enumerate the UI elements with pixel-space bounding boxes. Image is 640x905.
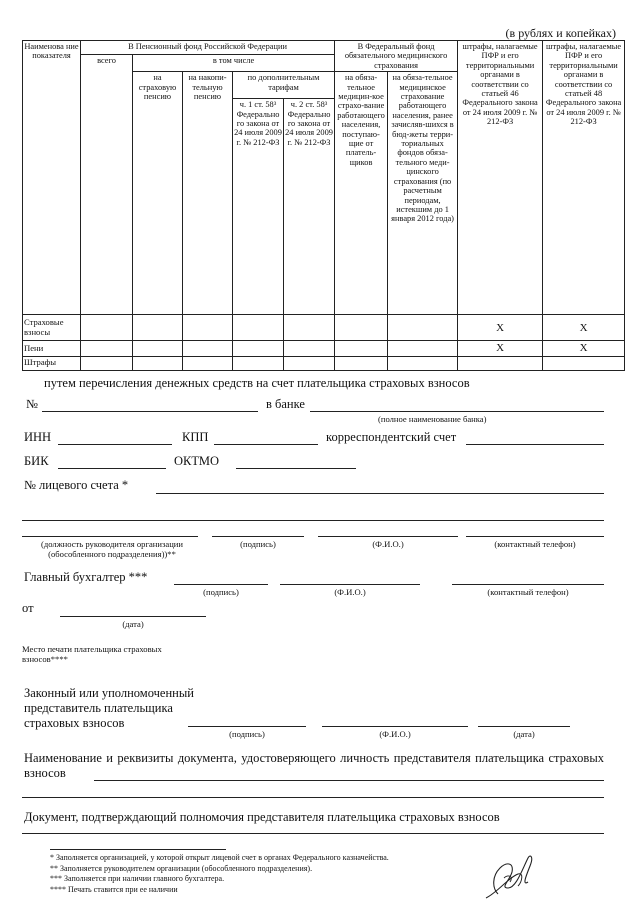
header-ffoms: В Федеральный фонд обязательного медицинского страхования	[335, 41, 458, 72]
chief-accountant-label: Главный бухгалтер ***	[24, 570, 148, 584]
rep-date-caption: (дата)	[513, 729, 535, 739]
stamp-place-label: Место печати плательщика страховых взносов****	[22, 644, 162, 665]
chief-signature-field[interactable]	[174, 584, 268, 585]
authority-document-field[interactable]	[22, 833, 604, 834]
representative-label: Законный или уполномоченный представитель плательщика страховых взносов	[24, 686, 194, 730]
table-row	[23, 315, 625, 341]
header-pfr: В Пенсионный фонд Российской Федерации	[81, 41, 335, 55]
kpp-label: КПП	[182, 430, 209, 444]
head-signature-field[interactable]	[212, 536, 304, 537]
table-row	[23, 341, 625, 356]
header-additional-part1: ч. 1 ст. 58³ Федерально го закона от 24 июля 2009 г. № 212-ФЗ	[233, 99, 284, 315]
account-number-label: №	[26, 397, 38, 411]
header-ffoms-previous: на обяза-тельное медицинское страхование работающего населения, ранее зачисляв-шихся в бюд-жеты терри-ториальных фондов обяза-тельного меди-цинского страхования (по расчетным периодам, истекшим до 1 января 2012 года)	[388, 72, 458, 315]
footnote-divider	[50, 849, 226, 850]
head-phone-field[interactable]	[466, 536, 604, 537]
chief-name-field[interactable]	[280, 584, 420, 585]
corr-account-label: корреспондентский счет	[326, 430, 457, 444]
rep-name-field[interactable]	[322, 726, 468, 727]
from-label: от	[22, 601, 34, 615]
header-including: в том числе	[133, 55, 335, 72]
identity-document-field-continued[interactable]	[22, 797, 604, 798]
handwritten-signature	[478, 848, 548, 902]
footnote-1: * Заполняется организацией, у которой открыт лицевой счет в органах Федерального казначейства.	[50, 853, 389, 862]
transfer-text: путем перечисления денежных средств на счет плательщика страховых взносов	[44, 376, 470, 390]
footnote-2: ** Заполняется руководителем организации (обособленного подразделения).	[50, 863, 313, 873]
identity-document-label: Наименование и реквизиты документа, удостоверяющего личность представителя плательщика страховых взносов	[24, 751, 604, 780]
head-name-field[interactable]	[318, 536, 458, 537]
chief-name-caption: (Ф.И.О.)	[334, 587, 366, 597]
footnote-3: *** Заполняется при наличии главного бухгалтера.	[50, 874, 225, 884]
account-number-field[interactable]	[42, 411, 258, 412]
authority-document-label: Документ, подтверждающий полномочия представителя плательщика страховых взносов	[24, 810, 500, 824]
identity-document-field[interactable]	[94, 780, 604, 781]
chief-signature-caption: (подпись)	[203, 587, 239, 597]
chief-phone-caption: (контактный телефон)	[487, 587, 569, 597]
x-mark: X	[458, 315, 543, 341]
rep-name-caption: (Ф.И.О.)	[379, 729, 411, 739]
header-ffoms-payers: на обяза-тельное медицин-кое страхо-вание работающего населения, поступаю-щие от платель-щиков	[335, 72, 388, 315]
rep-signature-field[interactable]	[188, 726, 306, 727]
personal-account-field[interactable]	[156, 493, 604, 494]
head-name-caption: (Ф.И.О.)	[372, 539, 404, 549]
x-mark: X	[458, 341, 543, 356]
table-row	[23, 356, 625, 370]
head-position-caption: (должность руководителя организации (обособленного подразделения))**	[40, 539, 184, 559]
units-note: (в рублях и копейках)	[505, 26, 616, 40]
footnotes	[50, 853, 389, 895]
date-field[interactable]	[60, 616, 206, 617]
chief-phone-field[interactable]	[452, 584, 604, 585]
header-total: всего	[81, 55, 133, 315]
head-phone-caption: (контактный телефон)	[494, 539, 576, 549]
head-signature-caption: (подпись)	[240, 539, 276, 549]
bank-label: в банке	[266, 397, 305, 411]
header-accumulative-pension: на накопи-тельную пенсию	[183, 72, 233, 315]
x-mark: X	[543, 315, 625, 341]
header-additional-tariffs: по дополнительным тарифам	[233, 72, 335, 99]
corr-account-field[interactable]	[466, 444, 604, 445]
rep-signature-caption: (подпись)	[229, 729, 265, 739]
header-fines-48: штрафы, налагаемые ПФР и его территориальными органами в соответствии со статьей 48 Федерального закона от 24 июля 2009 г. № 212-ФЗ	[543, 41, 625, 315]
bank-name-field[interactable]	[310, 411, 604, 412]
inn-label: ИНН	[24, 430, 52, 444]
bank-caption: (полное наименование банка)	[378, 414, 487, 424]
head-position-field[interactable]	[22, 536, 198, 537]
bik-field[interactable]	[58, 468, 166, 469]
row-label: Пени	[23, 341, 81, 356]
header-additional-part2: ч. 2 ст. 58³ Федерально го закона от 24 июля 2009 г. № 212-ФЗ	[284, 99, 335, 315]
bik-label: БИК	[24, 454, 49, 468]
inn-field[interactable]	[58, 444, 172, 445]
header-fines-46: штрафы, налагаемые ПФР и его территориальными органами в соответствии со статьей 46 Федерального закона от 24 июля 2009 г. № 212-ФЗ	[458, 41, 543, 315]
footnote-4: **** Печать ставится при ее наличии	[50, 884, 178, 894]
date-caption: (дата)	[122, 619, 144, 629]
personal-account-field-continued[interactable]	[22, 520, 604, 521]
oktmo-field[interactable]	[236, 468, 356, 469]
row-label: Страховые взносы	[23, 315, 81, 341]
personal-account-label: № лицевого счета *	[24, 478, 129, 492]
oktmo-label: ОКТМО	[174, 454, 219, 468]
x-mark: X	[543, 341, 625, 356]
contributions-table	[22, 40, 625, 371]
header-insurance-pension: на страховую пенсию	[133, 72, 183, 315]
row-label: Штрафы	[23, 356, 81, 370]
rep-date-field[interactable]	[478, 726, 570, 727]
kpp-field[interactable]	[214, 444, 318, 445]
header-indicator: Наименова ние показателя	[23, 41, 81, 315]
